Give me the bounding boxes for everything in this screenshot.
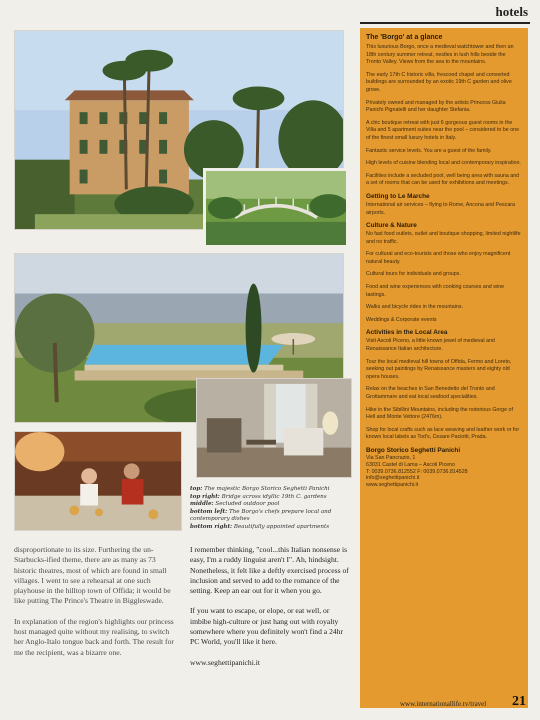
sidebar-paragraph: This luxurious Borgo, once a medieval watchtower and then an 18th century summer retreat, nestles in lush hills beside the Tronto Valley. Views from the sea to the mountains. bbox=[366, 44, 514, 66]
caption-top-label: top: bbox=[190, 486, 203, 492]
caption-bottom-right-label: bottom right: bbox=[190, 523, 233, 530]
caption-bottom-left-label: bottom left: bbox=[190, 508, 228, 515]
sidebar-paragraph: Hike in the Sibillini Mountains, including the notorious Gorge of Hell and Monte Vettore (2476m). bbox=[366, 406, 513, 421]
apartment-photo bbox=[196, 378, 352, 478]
header-rule bbox=[360, 22, 530, 24]
at-a-glance-sidebar bbox=[360, 28, 528, 708]
contact-website[interactable]: www.seghettipanichi.it bbox=[366, 482, 419, 489]
sidebar-paragraph: High levels of cuisine blending local and contemporary inspiration. bbox=[366, 160, 521, 167]
caption-middle-label: middle: bbox=[190, 501, 214, 508]
sidebar-paragraph: International air services – flying to Rome, Ancona and Pescara airports. bbox=[366, 201, 515, 216]
contact-address: 63031 Castel di Lama – Ascoli Piceno bbox=[366, 461, 455, 468]
chefs-photo bbox=[14, 431, 182, 531]
sidebar-heading: Culture & Nature bbox=[366, 222, 417, 230]
contact-phone: T: 0039.0736.812552 F: 0039.0736.814528 bbox=[366, 468, 468, 475]
sidebar-paragraph: Tour the local medieval hill towns of Offida, Fermo and Loreto, seeking out paintings by Renaissance masters and eighty old opera houses. bbox=[366, 358, 512, 380]
section-label: hotels bbox=[495, 4, 528, 19]
sidebar-paragraph: The early 17th C historic villa, frescoed chapel and converted buildings are surrounded by an exotic 19th C garden and olive grove. bbox=[366, 71, 512, 93]
body-paragraph: I remember thinking, "cool...this Italian nonsense is easy, I'm a ruddy linguist aren't I". Ah, hindsight. Nonetheless, it felt like a deftly exercised process of inclusion and served to add to the romance of the setting. Keep an ear out for it when you go. bbox=[190, 545, 349, 596]
sidebar-heading: Getting to Le Marche bbox=[366, 192, 430, 200]
caption-top-right-label: top right: bbox=[190, 493, 220, 500]
sidebar-paragraph: No fast food outlets, outlet and boutique shopping, limited nightlife and no traffic. bbox=[366, 231, 521, 245]
sidebar-paragraph: Privately owned and managed by the artists Princess Giulia Panichi Pignatelli and her daughter Stefania. bbox=[366, 99, 506, 114]
contact-address: Via San Pancrazio, 1 bbox=[366, 454, 416, 461]
contact-name: Borgo Storico Seghetti Panichi bbox=[366, 446, 461, 454]
sidebar-paragraph: Cultural tours for individuals and groups. bbox=[366, 271, 461, 278]
sidebar-paragraph: A chic boutique retreat with just 6 gorgeous guest rooms in the Villa and 5 apartment suites near the pool – considered to be one of the finest small luxury hotels in Italy. bbox=[366, 119, 520, 141]
body-paragraph: disproportionate to its size. Furthering the un-Starbucks-ified theme, there are as many as 73 historic theatres, most of which are found in small villages. I went to see a rehearsal at one such playhouse in the hilltop town of Offida; it would be like putting The Prince's Theatre in Biggleswade. bbox=[14, 545, 171, 606]
body-paragraph: If you want to escape, or elope, or eat well, or imbibe high-culture or just hang out with royalty somewhere where you definitely won't find a 24hr PC World, you'll like it here. bbox=[190, 606, 343, 647]
sidebar-paragraph: Food and wine experiences with cooking courses and wine tastings. bbox=[366, 284, 505, 298]
sidebar-paragraph: Shop for local crafts such as lace weaving and leather work or for known local labels as Tod's, Cesare Paciotti, Prada. bbox=[366, 426, 520, 441]
contact-email[interactable]: info@seghettipanichi.it bbox=[366, 475, 420, 482]
caption-top-text: The majestic Borgo Storico Seghetti Panichi bbox=[204, 486, 330, 492]
sidebar-paragraph: Walks and bicycle rides in the mountains. bbox=[366, 304, 463, 311]
body-paragraph: In explanation of the region's highlights our princess host managed quite without my realising, to switch her Anglo-Italo tongue back and forth. The result for me the recipient, was a bizarre one. bbox=[14, 616, 174, 657]
sidebar-title: The 'Borgo' at a glance bbox=[366, 34, 443, 41]
sidebar-paragraph: Facilities include a secluded pool, well being area with sauna and a set of rooms that can be used for exhibitions and meetings. bbox=[366, 172, 520, 187]
footer-url[interactable]: www.internationallife.tv/travel bbox=[400, 700, 487, 708]
caption-bottom-left-text: The Borgo's chefs prepare local and contemporary dishes bbox=[190, 508, 332, 523]
page-number: 21 bbox=[512, 694, 526, 709]
photo-caption bbox=[190, 486, 355, 532]
sidebar-paragraph: Visit Ascoli Piceno, a little known jewel of medieval and Renaissance Italian architecture. bbox=[366, 338, 495, 353]
caption-middle-text: Secluded outdoor pool bbox=[215, 501, 280, 508]
sidebar-paragraph: Weddings & Corporate events bbox=[366, 316, 437, 323]
sidebar-paragraph: Relax on the beaches in San Benedetto del Tronto and Grottammare and eat local seafood specialities. bbox=[366, 386, 495, 400]
sidebar-heading: Activities in the Local Area bbox=[366, 329, 448, 337]
hotel-website-link[interactable]: www.seghettipanichi.it bbox=[190, 657, 260, 667]
body-column-2 bbox=[190, 545, 352, 678]
sidebar-paragraph: Fantastic service levels. You are a guest of the family. bbox=[366, 147, 492, 154]
sidebar-paragraph: For cultural and eco-tourists and those who enjoy magnificent natural beauty. bbox=[366, 251, 511, 265]
garden-bridge-photo bbox=[203, 168, 349, 248]
body-column-1 bbox=[14, 545, 174, 668]
caption-top-right-text: Bridge across idyllic 19th C. gardens bbox=[221, 493, 327, 500]
caption-bottom-right-text: Beautifully appointed apartments bbox=[233, 523, 330, 530]
